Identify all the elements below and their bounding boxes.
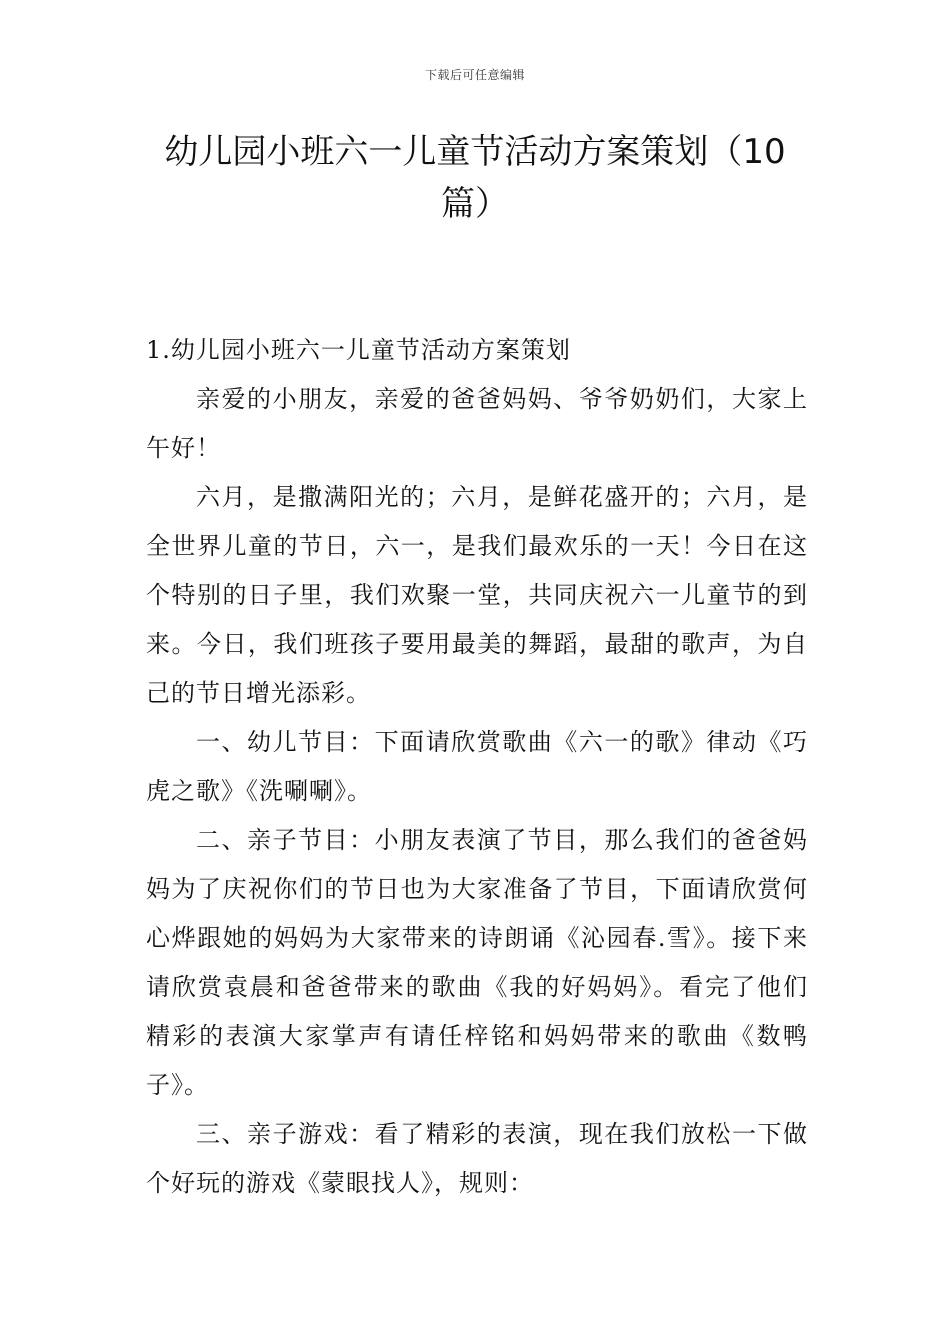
paragraph-program-one: 一、幼儿节目：下面请欣赏歌曲《六一的歌》律动《巧虎之歌》《洗唰唰》。 — [146, 728, 808, 805]
document-title: 幼儿园小班六一儿童节活动方案策划（10篇） — [164, 132, 786, 224]
paragraph-program-two: 二、亲子节目：小朋友表演了节目，那么我们的爸爸妈妈为了庆祝你们的节日也为大家准备了节目，下面请欣赏何心烨跟她的妈妈为大家带来的诗朗诵《沁园春.雪》。接下来请欣赏袁晨和爸爸带来的歌曲《我的好妈妈》。看完了他们精彩的表演大家掌声有请任梓铭和妈妈带来的歌曲《数鸭子》。 — [146, 826, 808, 1099]
header-note: 下载后可任意编辑 — [424, 68, 525, 82]
paragraph-intro: 六月，是撒满阳光的；六月，是鲜花盛开的；六月，是全世界儿童的节日，六一，是我们最欢乐的一天！今日在这个特别的日子里，我们欢聚一堂，共同庆祝六一儿童节的到来。今日，我们班孩子要用最美的舞蹈，最甜的歌声，为自己的节日增光添彩。 — [146, 483, 808, 707]
document-body — [146, 326, 808, 1208]
paragraph-greeting: 亲爱的小朋友，亲爱的爸爸妈妈、爷爷奶奶们，大家上午好！ — [146, 385, 808, 462]
paragraph-program-three: 三、亲子游戏：看了精彩的表演，现在我们放松一下做个好玩的游戏《蒙眼找人》，规则： — [146, 1120, 808, 1197]
section-heading: 1.幼儿园小班六一儿童节活动方案策划 — [146, 336, 571, 364]
